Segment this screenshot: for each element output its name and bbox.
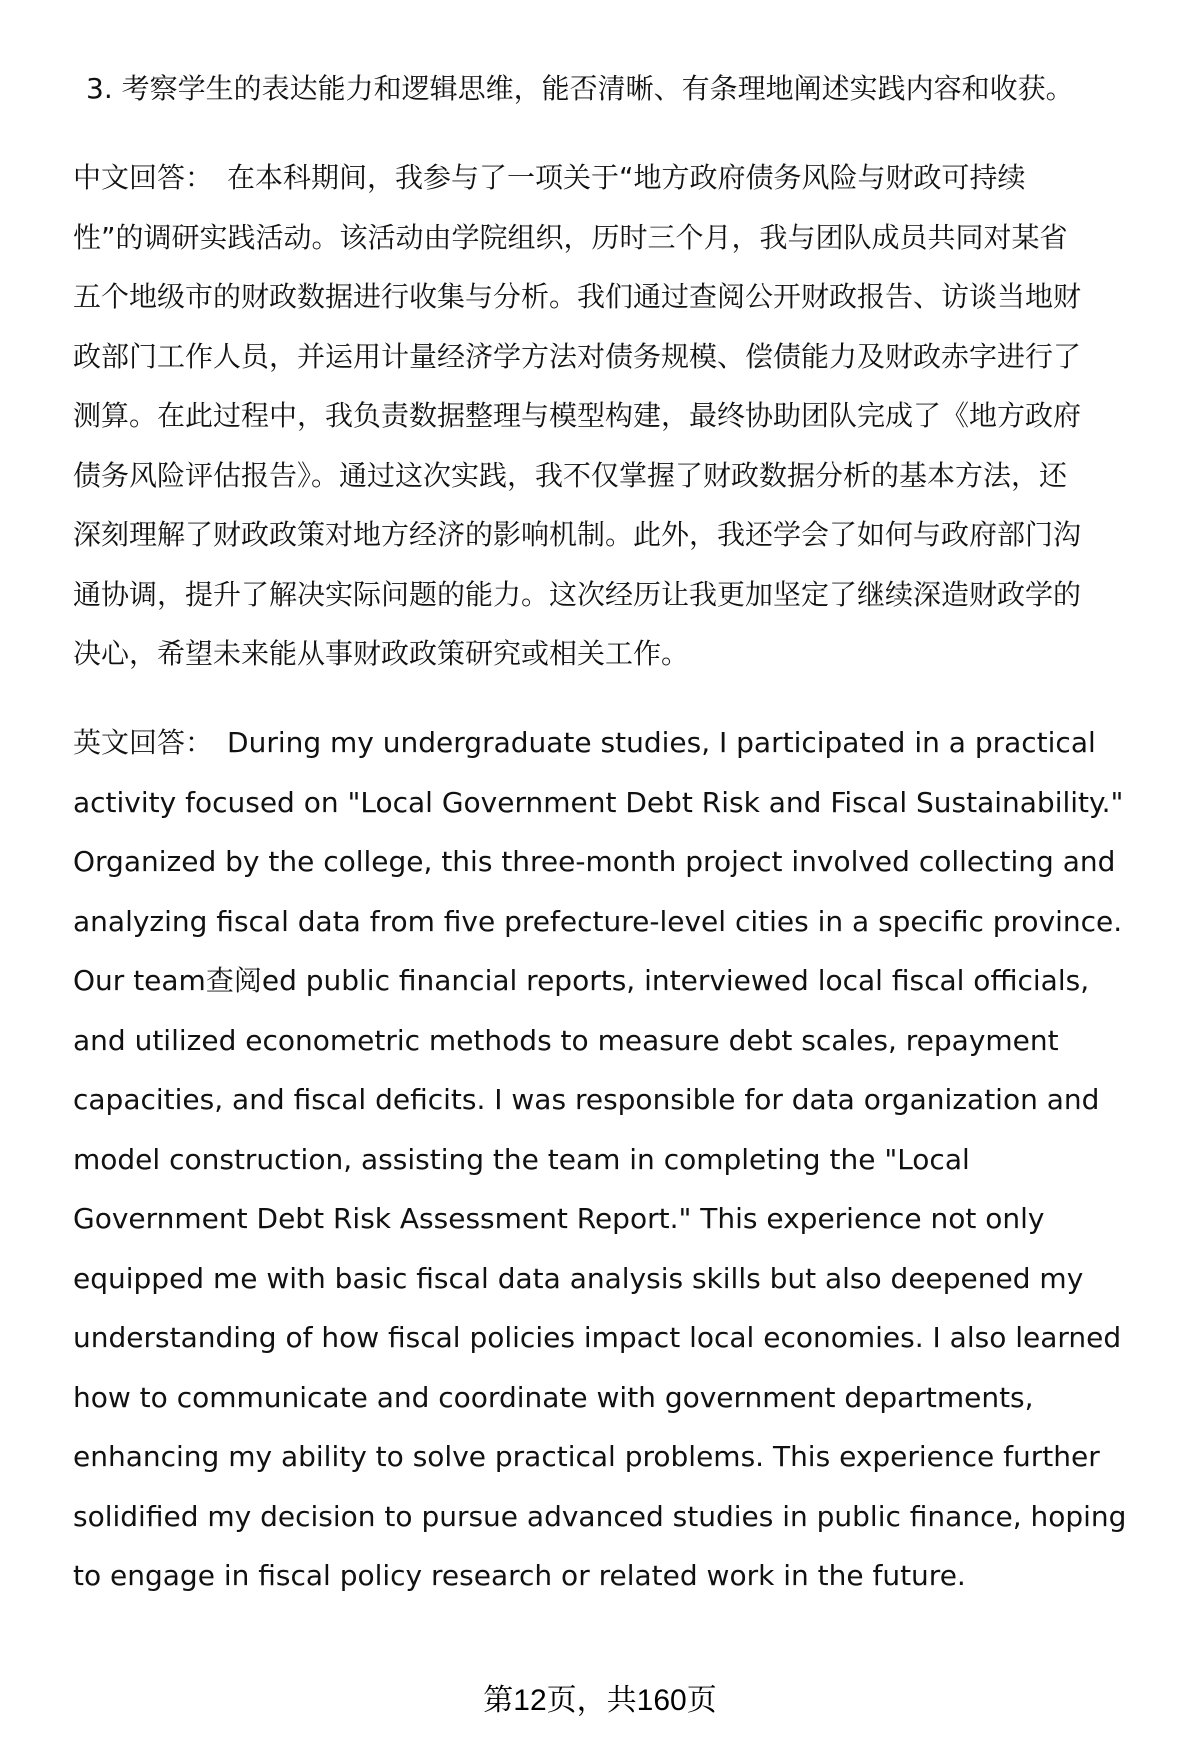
chinese-answer [73, 148, 1153, 684]
answer-line: capacities, and fiscal deficits. I was responsible for data organization and [73, 1083, 1100, 1116]
answer-line: 测算。在此过程中，我负责数据整理与模型构建，最终协助团队完成了《地方政府 [73, 399, 1082, 432]
answer-line: 深刻理解了财政政策对地方经济的影响机制。此外，我还学会了如何与政府部门沟 [73, 518, 1082, 551]
answer-line: Government Debt Risk Assessment Report." This experience not only [73, 1202, 1045, 1235]
question-text: 3. 考察学生的表达能力和逻辑思维，能否清晰、有条理地阐述实践内容和收获。 [86, 72, 1074, 105]
answer-line: analyzing fiscal data from five prefecture-level cities in a specific province. [73, 904, 1123, 938]
answer-line: Organized by the college, this three-month project involved collecting and [73, 845, 1116, 878]
answer-line: 决心，希望未来能从事财政政策研究或相关工作。 [73, 637, 690, 670]
answer-line: enhancing my ability to solve practical problems. This experience further [73, 1440, 1100, 1473]
answer-line: and utilized econometric methods to measure debt scales, repayment [73, 1023, 1059, 1057]
answer-line: 通协调，提升了解决实际问题的能力。这次经历让我更加坚定了继续深造财政学的 [73, 577, 1082, 611]
english-answer [73, 713, 1153, 1606]
answer-line: 政部门工作人员，并运用计量经济学方法对债务规模、偿债能力及财政赤字进行了 [73, 339, 1082, 373]
answer-line: solidified my decision to pursue advanced studies in public finance, hoping [73, 1499, 1127, 1533]
answer-line: activity focused on "Local Government Debt Risk and Fiscal Sustainability." [73, 785, 1124, 819]
answer-line: model construction, assisting the team in completing the "Local [73, 1142, 970, 1176]
answer-line: equipped me with basic fiscal data analysis skills but also deepened my [73, 1261, 1084, 1295]
english-answer-label: 英文回答： [73, 726, 214, 759]
answer-line: to engage in fiscal policy research or related work in the future. [73, 1559, 966, 1592]
answer-line: how to communicate and coordinate with government departments, [73, 1380, 1034, 1414]
answer-line: 债务风险评估报告》。通过这次实践，我不仅掌握了财政数据分析的基本方法，还 [73, 458, 1068, 492]
page-indicator: 第12页，共160页 [483, 1684, 717, 1717]
answer-line: understanding of how fiscal policies impact local economies. I also learned [73, 1321, 1122, 1354]
answer-line: 在本科期间，我参与了一项关于“地方政府债务风险与财政可持续 [227, 161, 1026, 194]
answer-line: 性”的调研实践活动。该活动由学院组织，历时三个月，我与团队成员共同对某省 [73, 220, 1068, 254]
question-item [86, 59, 1166, 119]
answer-line: 五个地级市的财政数据进行收集与分析。我们通过查阅公开财政报告、访谈当地财 [73, 280, 1082, 313]
answer-line: Our team查阅ed public financial reports, interviewed local fiscal officials, [73, 964, 1090, 997]
chinese-answer-label: 中文回答： [73, 161, 214, 194]
answer-line: During my undergraduate studies, I participated in a practical [227, 726, 1096, 759]
